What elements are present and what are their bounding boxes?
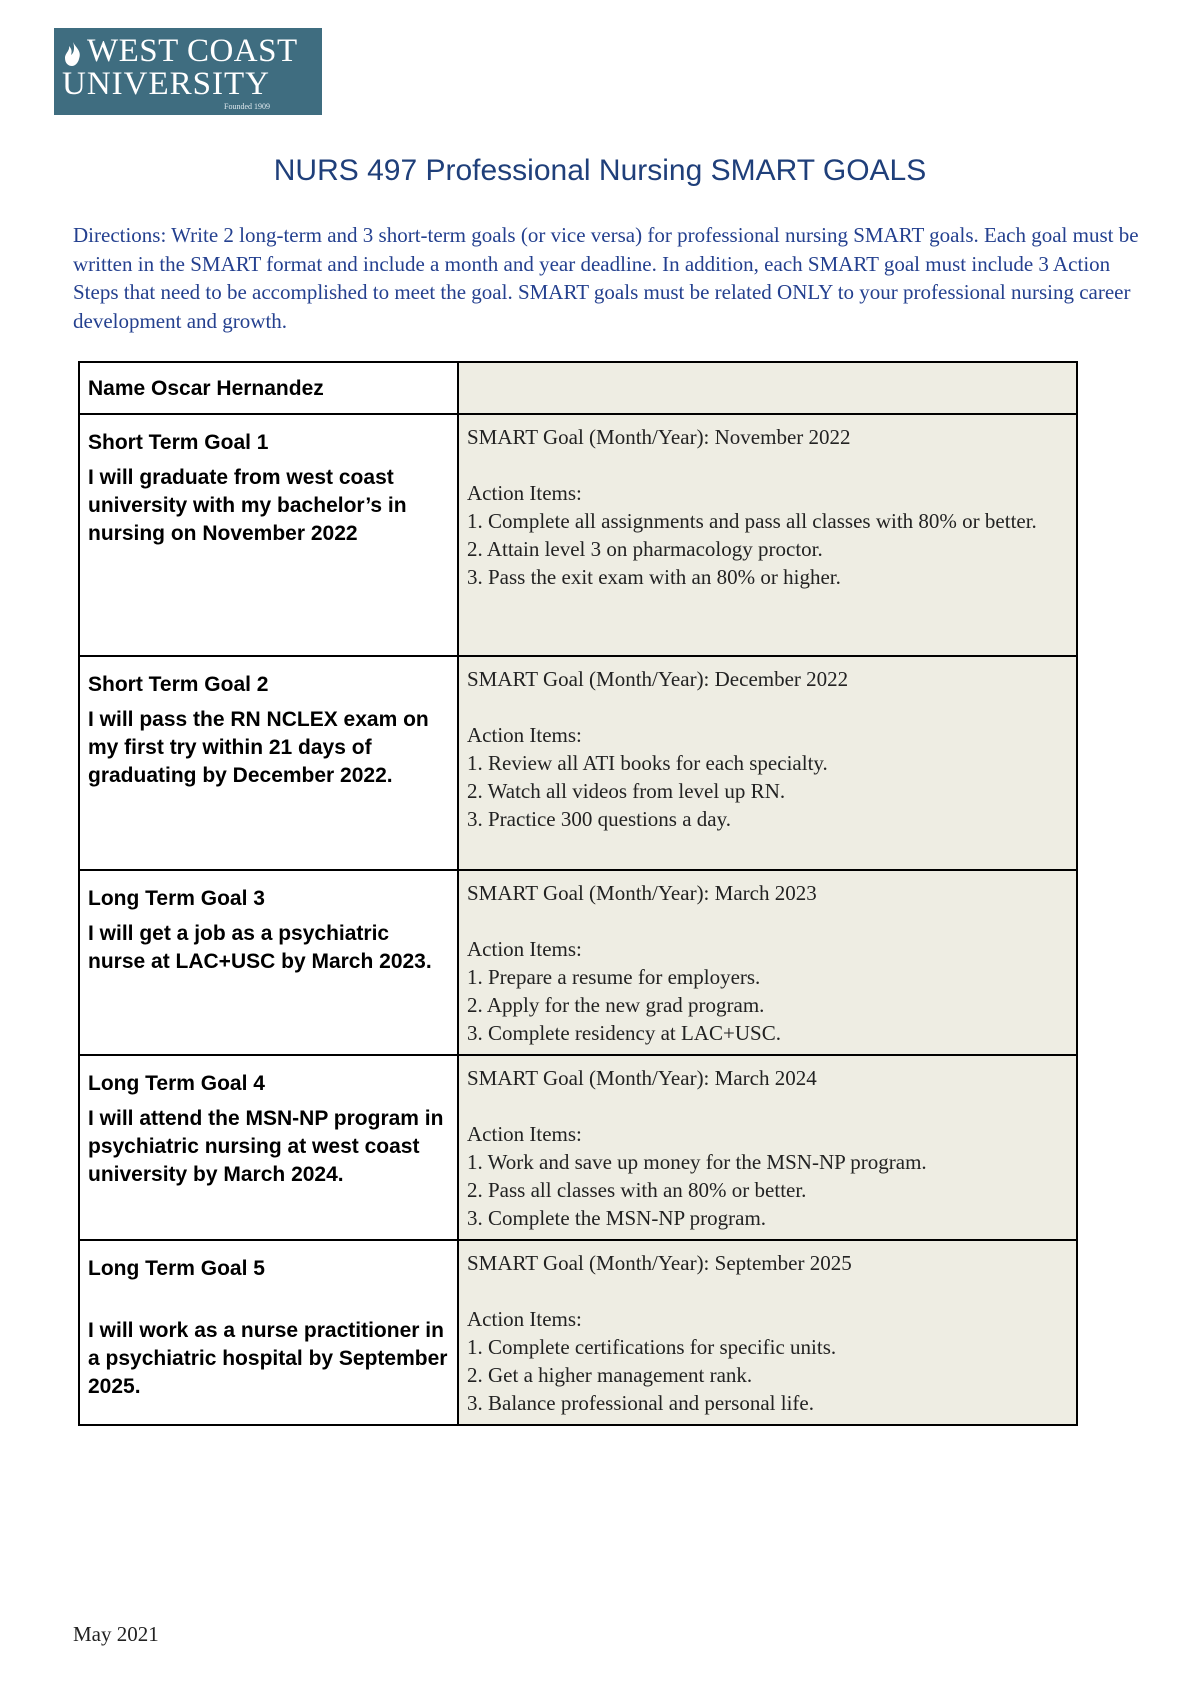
action-item: 3. Pass the exit exam with an 80% or higher. xyxy=(467,565,841,589)
goal-left-cell xyxy=(79,870,458,1055)
directions-text: Directions: Write 2 long-term and 3 short-term goals (or vice versa) for professional nursing SMART goals. Each goal must be written in the SMART format and include a month and year deadline. In addition, each SMART goal must include 3 Action Steps that need to be accomplished to meet the goal. SMART goals must be related ONLY to your professional nursing career development and growth. xyxy=(73,223,1139,333)
goal-left-cell xyxy=(79,656,458,870)
goal-heading: Long Term Goal 3 xyxy=(88,887,265,910)
goal-right-cell xyxy=(458,1240,1077,1425)
action-item: 3. Balance professional and personal life. xyxy=(467,1391,814,1415)
smart-goal-date: SMART Goal (Month/Year): December 2022 xyxy=(467,667,849,691)
goal-right-cell xyxy=(458,656,1077,870)
goal-left-cell xyxy=(79,1055,458,1240)
action-item: 3. Complete the MSN-NP program. xyxy=(467,1206,767,1230)
page-title: NURS 497 Professional Nursing SMART GOALS xyxy=(273,154,927,187)
goal-right-cell xyxy=(458,1055,1077,1240)
action-item: 1. Complete all assignments and pass all classes with 80% or better. xyxy=(467,509,1037,533)
smart-goal-date: SMART Goal (Month/Year): March 2024 xyxy=(467,1066,817,1090)
goal-row-1 xyxy=(79,414,1077,656)
goal-heading: Short Term Goal 1 xyxy=(88,431,269,454)
goal-statement: I will pass the RN NCLEX exam on my first try within 21 days of graduating by December 2022. xyxy=(88,708,429,787)
action-item: 1. Complete certifications for specific units. xyxy=(467,1335,837,1359)
goal-right-cell xyxy=(458,870,1077,1055)
name-row xyxy=(79,362,1077,414)
action-item: 1. Work and save up money for the MSN-NP program. xyxy=(467,1150,927,1174)
name-value xyxy=(458,362,1077,414)
goal-statement: I will graduate from west coast university with my bachelor’s in nursing on November 2022 xyxy=(88,466,407,545)
goal-heading: Long Term Goal 4 xyxy=(88,1072,265,1095)
goal-statement: I will get a job as a psychiatric nurse at LAC+USC by March 2023. xyxy=(88,922,432,973)
smart-goal-date: SMART Goal (Month/Year): November 2022 xyxy=(467,425,851,449)
flame-icon xyxy=(62,41,84,67)
smart-goal-date: SMART Goal (Month/Year): September 2025 xyxy=(467,1251,852,1275)
action-item: 2. Pass all classes with an 80% or better. xyxy=(467,1178,807,1202)
goal-heading: Long Term Goal 5 xyxy=(88,1257,265,1280)
university-logo xyxy=(54,28,322,115)
goal-row-5 xyxy=(79,1240,1077,1425)
action-item: 3. Complete residency at LAC+USC. xyxy=(467,1021,781,1045)
action-item: 2. Get a higher management rank. xyxy=(467,1363,753,1387)
name-label: Name Oscar Hernandez xyxy=(79,362,458,414)
action-items-heading: Action Items: xyxy=(467,1307,582,1331)
footer-date: May 2021 xyxy=(73,1622,159,1646)
smart-goal-date: SMART Goal (Month/Year): March 2023 xyxy=(467,881,817,905)
action-items-heading: Action Items: xyxy=(467,1122,582,1146)
goal-row-3 xyxy=(79,870,1077,1055)
action-items-heading: Action Items: xyxy=(467,481,582,505)
goal-left-cell xyxy=(79,414,458,656)
logo-line-2: UNIVERSITY xyxy=(62,66,270,102)
action-item: 2. Watch all videos from level up RN. xyxy=(467,779,786,803)
action-item: 1. Prepare a resume for employers. xyxy=(467,965,761,989)
action-item: 2. Attain level 3 on pharmacology proctor. xyxy=(467,537,823,561)
logo-founded: Founded 1909 xyxy=(224,102,270,111)
goal-statement: I will attend the MSN-NP program in psychiatric nursing at west coast university by March 2024. xyxy=(88,1107,444,1186)
logo-line-1: WEST COAST xyxy=(87,33,298,69)
action-items-heading: Action Items: xyxy=(467,937,582,961)
action-item: 3. Practice 300 questions a day. xyxy=(467,807,731,831)
goal-row-4 xyxy=(79,1055,1077,1240)
goal-left-cell xyxy=(79,1240,458,1425)
goal-statement: I will work as a nurse practitioner in a psychiatric hospital by September 2025. xyxy=(88,1319,448,1398)
goal-heading: Short Term Goal 2 xyxy=(88,673,269,696)
goal-row-2 xyxy=(79,656,1077,870)
goals-table xyxy=(78,361,1078,1426)
goal-right-cell xyxy=(458,414,1077,656)
action-items-heading: Action Items: xyxy=(467,723,582,747)
action-item: 2. Apply for the new grad program. xyxy=(467,993,765,1017)
action-item: 1. Review all ATI books for each specialty. xyxy=(467,751,828,775)
